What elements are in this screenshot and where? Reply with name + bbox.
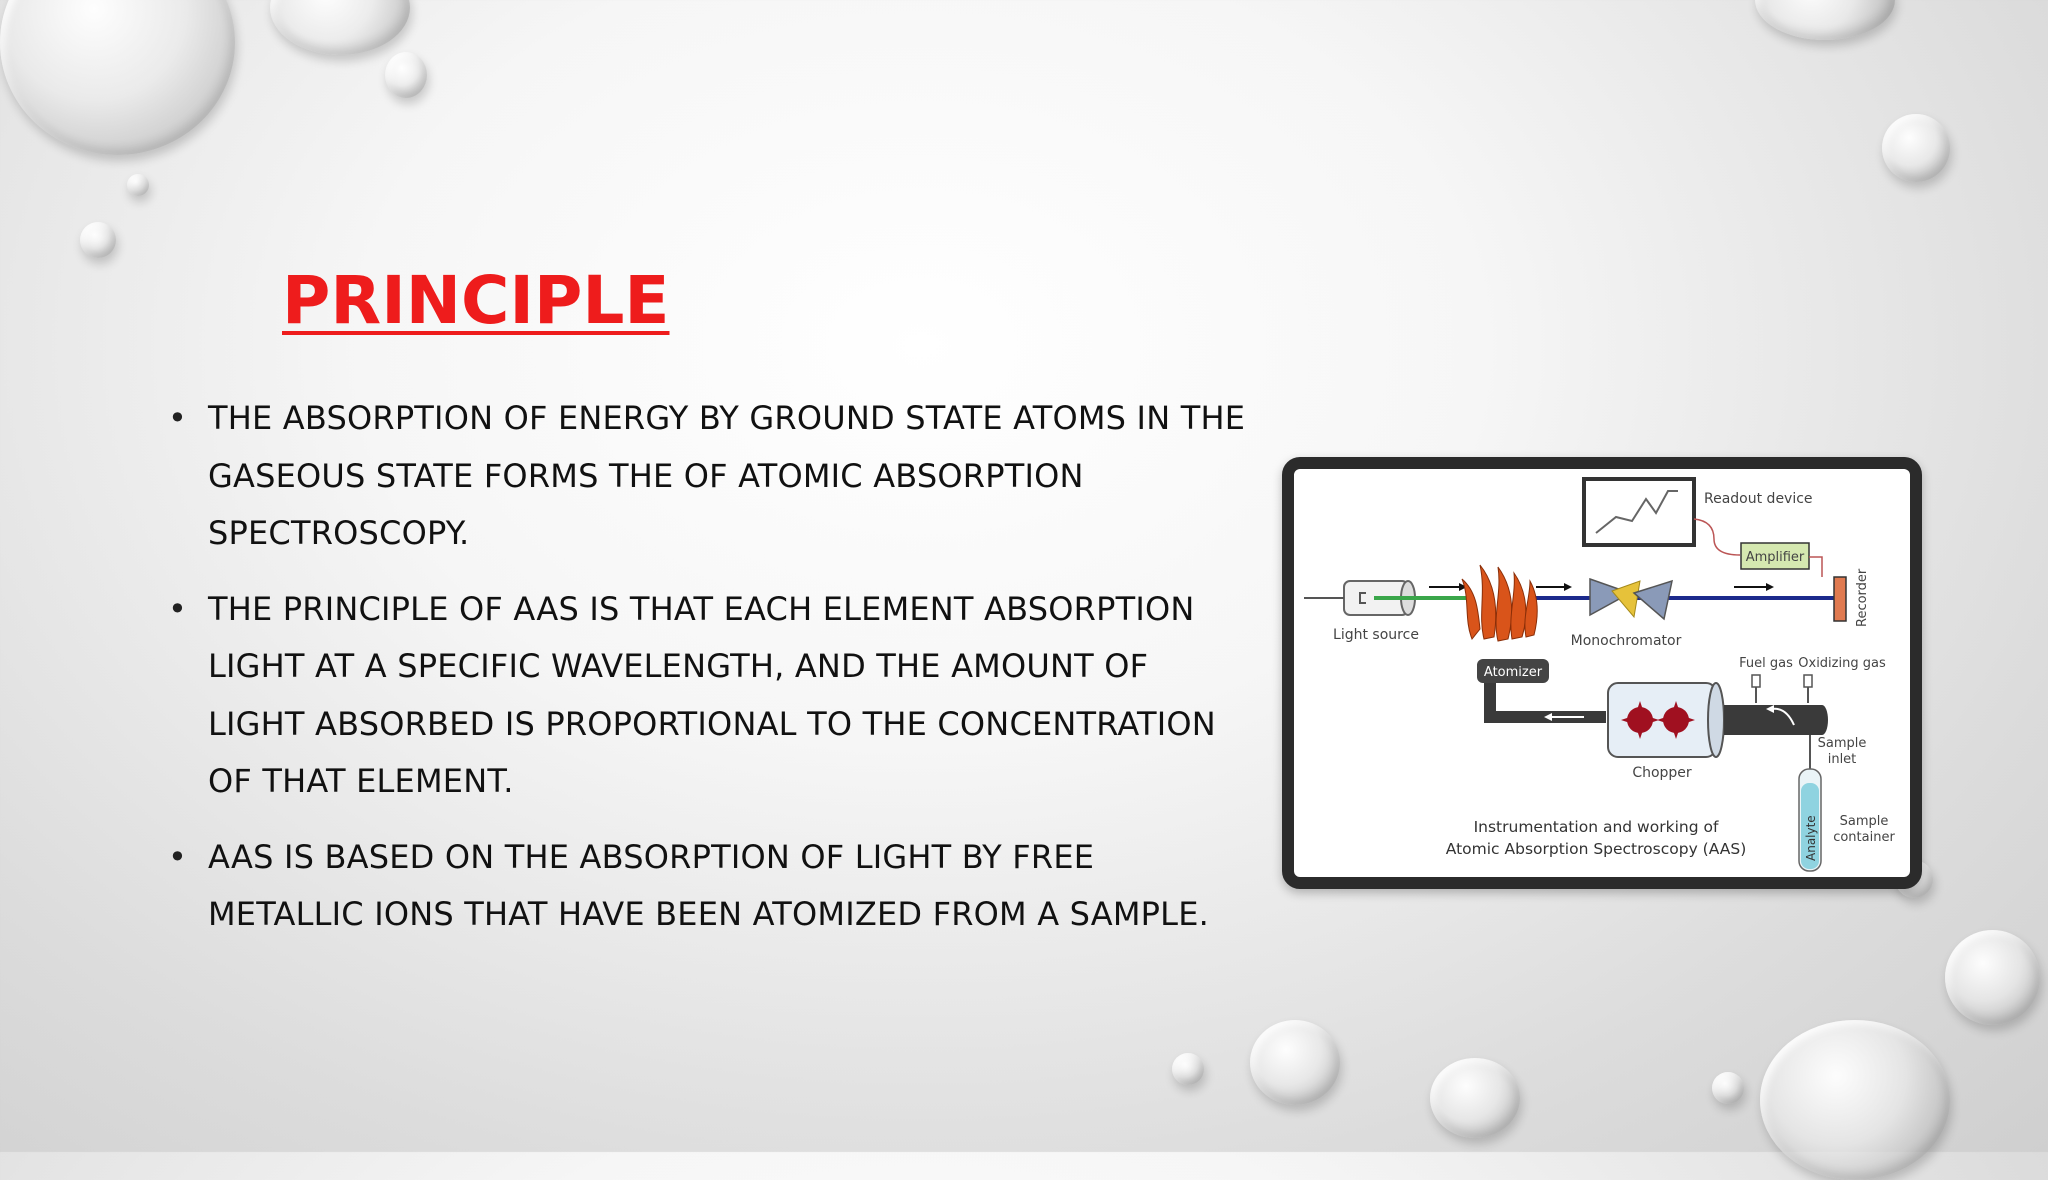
sample-container-label-line2: container (1833, 830, 1895, 845)
beam-arrow-head (1766, 583, 1774, 591)
flame-atomizer (1462, 565, 1537, 641)
bullet-item (160, 390, 1250, 563)
signal-wire (1809, 557, 1822, 577)
recorder-label: Recorder (1855, 568, 1870, 627)
water-drop-decoration (1430, 1058, 1520, 1138)
bullet-text: AAS IS BASED ON THE ABSORPTION OF LIGHT BY FREE METALLIC IONS THAT HAVE BEEN ATOMIZED FROM A SAMPLE. (208, 837, 1209, 933)
bullet-glyph: • (168, 399, 188, 437)
signal-wire (1694, 519, 1740, 555)
water-drop-decoration (1250, 1020, 1340, 1105)
monochromator-label: Monochromator (1570, 633, 1682, 649)
readout-label: Readout device (1704, 491, 1813, 507)
aas-diagram-figure (1282, 457, 1922, 889)
atomizer-label: Atomizer (1483, 665, 1543, 680)
water-drop-decoration (1755, 0, 1895, 40)
aas-instrument-diagram (1294, 469, 1910, 877)
sample-inlet-label-line2: inlet (1827, 752, 1857, 767)
water-drop-decoration (127, 174, 149, 196)
bullet-glyph: • (168, 837, 188, 876)
bullet-text: THE ABSORPTION OF ENERGY BY GROUND STATE ATOMS IN THE GASEOUS STATE FORMS THE OF ATOMIC ABSORPTION SPECTROSCOPY. (208, 399, 1246, 552)
water-drop-decoration (0, 0, 235, 155)
water-drop-decoration (385, 52, 427, 98)
water-drop-decoration (270, 0, 410, 55)
amplifier-label: Amplifier (1745, 550, 1805, 565)
flow-arrow-up-head (1509, 685, 1517, 693)
readout-monitor (1584, 479, 1694, 545)
water-drop-decoration (80, 222, 116, 258)
bullet-item (160, 581, 1250, 811)
chopper-chamber-end (1708, 683, 1724, 757)
water-drop-decoration (1945, 930, 2040, 1025)
beam-arrow-head (1564, 583, 1572, 591)
analyte-label: Analyte (1804, 815, 1818, 861)
gas-pipe (1490, 683, 1606, 717)
slide-title: PRINCIPLE (282, 262, 670, 339)
diagram-caption-line2: Atomic Absorption Spectroscopy (AAS) (1445, 840, 1747, 858)
oxidizing-gas-valve (1804, 675, 1812, 687)
fuel-gas-valve (1752, 675, 1760, 687)
bullet-text: THE PRINCIPLE OF AAS IS THAT EACH ELEMENT ABSORPTION LIGHT AT A SPECIFIC WAVELENGTH, AND THE AMOUNT OF LIGHT ABSORBED IS PROPORTIONAL TO THE CONCENTRATION OF THAT ELEMENT. (208, 589, 1216, 800)
recorder-box (1834, 577, 1846, 621)
oxidizing-gas-label: Oxidizing gas (1798, 656, 1886, 671)
diagram-caption-line1: Instrumentation and working of (1473, 818, 1719, 836)
bullet-list (160, 390, 1250, 962)
water-drop-decoration (1882, 114, 1950, 182)
sample-inlet-label-line1: Sample (1817, 736, 1867, 751)
sample-container-label-line1: Sample (1839, 814, 1889, 829)
bullet-item (160, 829, 1250, 944)
water-drop-decoration (1760, 1020, 1950, 1180)
water-drop-decoration (1172, 1053, 1204, 1085)
fuel-gas-label: Fuel gas (1739, 656, 1793, 671)
bullet-glyph: • (168, 589, 188, 628)
chopper-label: Chopper (1632, 765, 1692, 781)
nebulizer-pipe-end (1816, 705, 1828, 735)
water-drop-decoration (1712, 1072, 1744, 1104)
light-source-label: Light source (1333, 627, 1419, 643)
